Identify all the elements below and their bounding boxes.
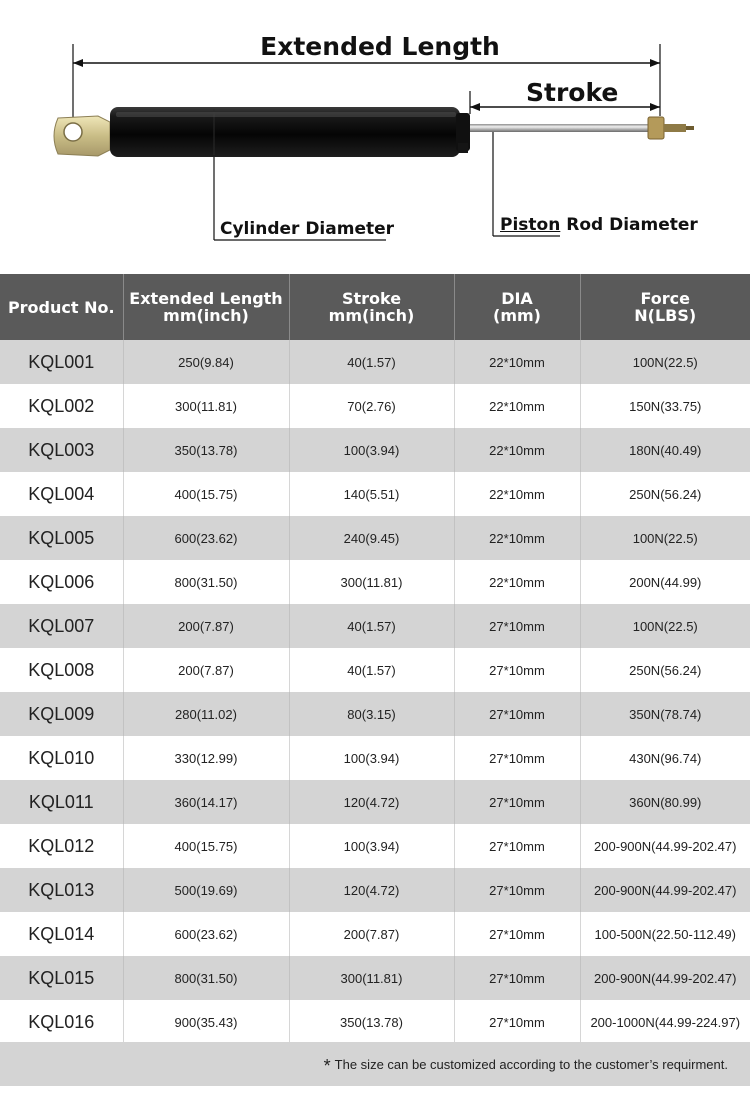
dia-cell: 27*10mm — [454, 692, 580, 736]
force-cell: 200-900N(44.99-202.47) — [580, 956, 750, 1000]
force-cell: 100N(22.5) — [580, 604, 750, 648]
product-no-cell: KQL005 — [0, 516, 123, 560]
table-row — [0, 824, 750, 868]
header-stroke: Stroke mm(inch) — [289, 274, 454, 340]
stroke-cell: 40(1.57) — [289, 648, 454, 692]
stroke-label: Stroke — [526, 78, 619, 107]
stroke-arrow-left — [470, 103, 480, 111]
header-extended-length: Extended Length mm(inch) — [123, 274, 289, 340]
extended-length-cell: 360(14.17) — [123, 780, 289, 824]
extended-length-cell: 200(7.87) — [123, 604, 289, 648]
stroke-cell: 120(4.72) — [289, 868, 454, 912]
table-body — [0, 340, 750, 1044]
spec-table — [0, 274, 750, 1044]
product-no-cell: KQL012 — [0, 824, 123, 868]
cylinder-highlight — [116, 112, 456, 117]
table-row — [0, 340, 750, 384]
dia-cell: 22*10mm — [454, 560, 580, 604]
end-thread — [664, 124, 686, 132]
force-cell: 200-900N(44.99-202.47) — [580, 824, 750, 868]
extended-length-cell: 600(23.62) — [123, 516, 289, 560]
force-cell: 200-1000N(44.99-224.97) — [580, 1000, 750, 1044]
product-no-cell: KQL013 — [0, 868, 123, 912]
dia-cell: 27*10mm — [454, 824, 580, 868]
table-row — [0, 692, 750, 736]
product-no-cell: KQL016 — [0, 1000, 123, 1044]
stroke-cell: 200(7.87) — [289, 912, 454, 956]
table-row — [0, 648, 750, 692]
stroke-cell: 140(5.51) — [289, 472, 454, 516]
table-row — [0, 560, 750, 604]
force-cell: 350N(78.74) — [580, 692, 750, 736]
piston-rod-diameter-label — [500, 215, 698, 235]
table-row — [0, 912, 750, 956]
stroke-cell: 40(1.57) — [289, 604, 454, 648]
force-cell: 360N(80.99) — [580, 780, 750, 824]
asterisk-icon: * — [323, 1056, 331, 1076]
table-row — [0, 472, 750, 516]
footer-note-text: The size can be customized according to the customer’s requirment. — [334, 1057, 728, 1072]
product-no-cell: KQL014 — [0, 912, 123, 956]
product-no-cell: KQL011 — [0, 780, 123, 824]
table-row — [0, 1000, 750, 1044]
piston-rod — [470, 124, 650, 132]
force-cell: 200-900N(44.99-202.47) — [580, 868, 750, 912]
stroke-cell: 100(3.94) — [289, 428, 454, 472]
cylinder-valve — [458, 143, 468, 153]
product-no-cell: KQL007 — [0, 604, 123, 648]
dia-cell: 27*10mm — [454, 780, 580, 824]
stroke-cell: 300(11.81) — [289, 956, 454, 1000]
force-cell: 150N(33.75) — [580, 384, 750, 428]
header-force: Force N(LBS) — [580, 274, 750, 340]
force-cell: 100-500N(22.50-112.49) — [580, 912, 750, 956]
dia-cell: 22*10mm — [454, 428, 580, 472]
extended-length-cell: 200(7.87) — [123, 648, 289, 692]
dia-cell: 27*10mm — [454, 868, 580, 912]
stroke-cell: 350(13.78) — [289, 1000, 454, 1044]
stroke-cell: 70(2.76) — [289, 384, 454, 428]
dia-cell: 22*10mm — [454, 384, 580, 428]
product-no-cell: KQL004 — [0, 472, 123, 516]
force-cell: 180N(40.49) — [580, 428, 750, 472]
eye-hole — [64, 123, 82, 141]
extended-length-cell: 400(15.75) — [123, 472, 289, 516]
force-cell: 100N(22.5) — [580, 516, 750, 560]
extended-length-cell: 300(11.81) — [123, 384, 289, 428]
force-cell: 100N(22.5) — [580, 340, 750, 384]
dia-cell: 27*10mm — [454, 604, 580, 648]
force-cell: 430N(96.74) — [580, 736, 750, 780]
table-row — [0, 516, 750, 560]
stroke-cell: 100(3.94) — [289, 824, 454, 868]
extended-length-cell: 900(35.43) — [123, 1000, 289, 1044]
stroke-cell: 240(9.45) — [289, 516, 454, 560]
dia-cell: 27*10mm — [454, 956, 580, 1000]
extended-length-cell: 280(11.02) — [123, 692, 289, 736]
gas-spring-diagram — [0, 0, 750, 270]
dia-cell: 27*10mm — [454, 1000, 580, 1044]
force-cell: 200N(44.99) — [580, 560, 750, 604]
dia-cell: 22*10mm — [454, 516, 580, 560]
piston-word: Piston — [500, 215, 561, 235]
stroke-cell: 120(4.72) — [289, 780, 454, 824]
stroke-cell: 80(3.15) — [289, 692, 454, 736]
dia-cell: 22*10mm — [454, 472, 580, 516]
table-row — [0, 736, 750, 780]
footer-bar — [0, 1042, 750, 1086]
product-no-cell: KQL006 — [0, 560, 123, 604]
product-no-cell: KQL001 — [0, 340, 123, 384]
product-no-cell: KQL003 — [0, 428, 123, 472]
product-no-cell: KQL010 — [0, 736, 123, 780]
extended-length-cell: 800(31.50) — [123, 956, 289, 1000]
table-header-row — [0, 274, 750, 340]
extended-length-label: Extended Length — [260, 32, 500, 61]
dia-cell: 27*10mm — [454, 736, 580, 780]
stroke-arrow-right — [650, 103, 660, 111]
header-dia: DIA (mm) — [454, 274, 580, 340]
stroke-cell: 40(1.57) — [289, 340, 454, 384]
extended-length-cell: 600(23.62) — [123, 912, 289, 956]
dia-cell: 27*10mm — [454, 912, 580, 956]
force-cell: 250N(56.24) — [580, 648, 750, 692]
table-row — [0, 604, 750, 648]
force-cell: 250N(56.24) — [580, 472, 750, 516]
extended-length-cell: 500(19.69) — [123, 868, 289, 912]
footer-note — [324, 1056, 728, 1077]
table-row — [0, 428, 750, 472]
rod-diameter-word: Rod Diameter — [566, 215, 698, 235]
header-product-no: Product No. — [0, 274, 123, 340]
table-row — [0, 780, 750, 824]
dia-cell: 22*10mm — [454, 340, 580, 384]
table-row — [0, 956, 750, 1000]
end-tip — [686, 126, 694, 130]
table-row — [0, 868, 750, 912]
end-nut — [648, 117, 664, 139]
product-no-cell: KQL008 — [0, 648, 123, 692]
extended-length-cell: 350(13.78) — [123, 428, 289, 472]
stroke-cell: 100(3.94) — [289, 736, 454, 780]
table-row — [0, 384, 750, 428]
dia-cell: 27*10mm — [454, 648, 580, 692]
cylinder-diameter-label: Cylinder Diameter — [220, 219, 395, 239]
stroke-cell: 300(11.81) — [289, 560, 454, 604]
extended-length-cell: 800(31.50) — [123, 560, 289, 604]
eye-fitting — [54, 116, 110, 156]
extended-length-cell: 330(12.99) — [123, 736, 289, 780]
extended-length-cell: 250(9.84) — [123, 340, 289, 384]
extended-length-cell: 400(15.75) — [123, 824, 289, 868]
product-no-cell: KQL002 — [0, 384, 123, 428]
product-no-cell: KQL015 — [0, 956, 123, 1000]
product-no-cell: KQL009 — [0, 692, 123, 736]
